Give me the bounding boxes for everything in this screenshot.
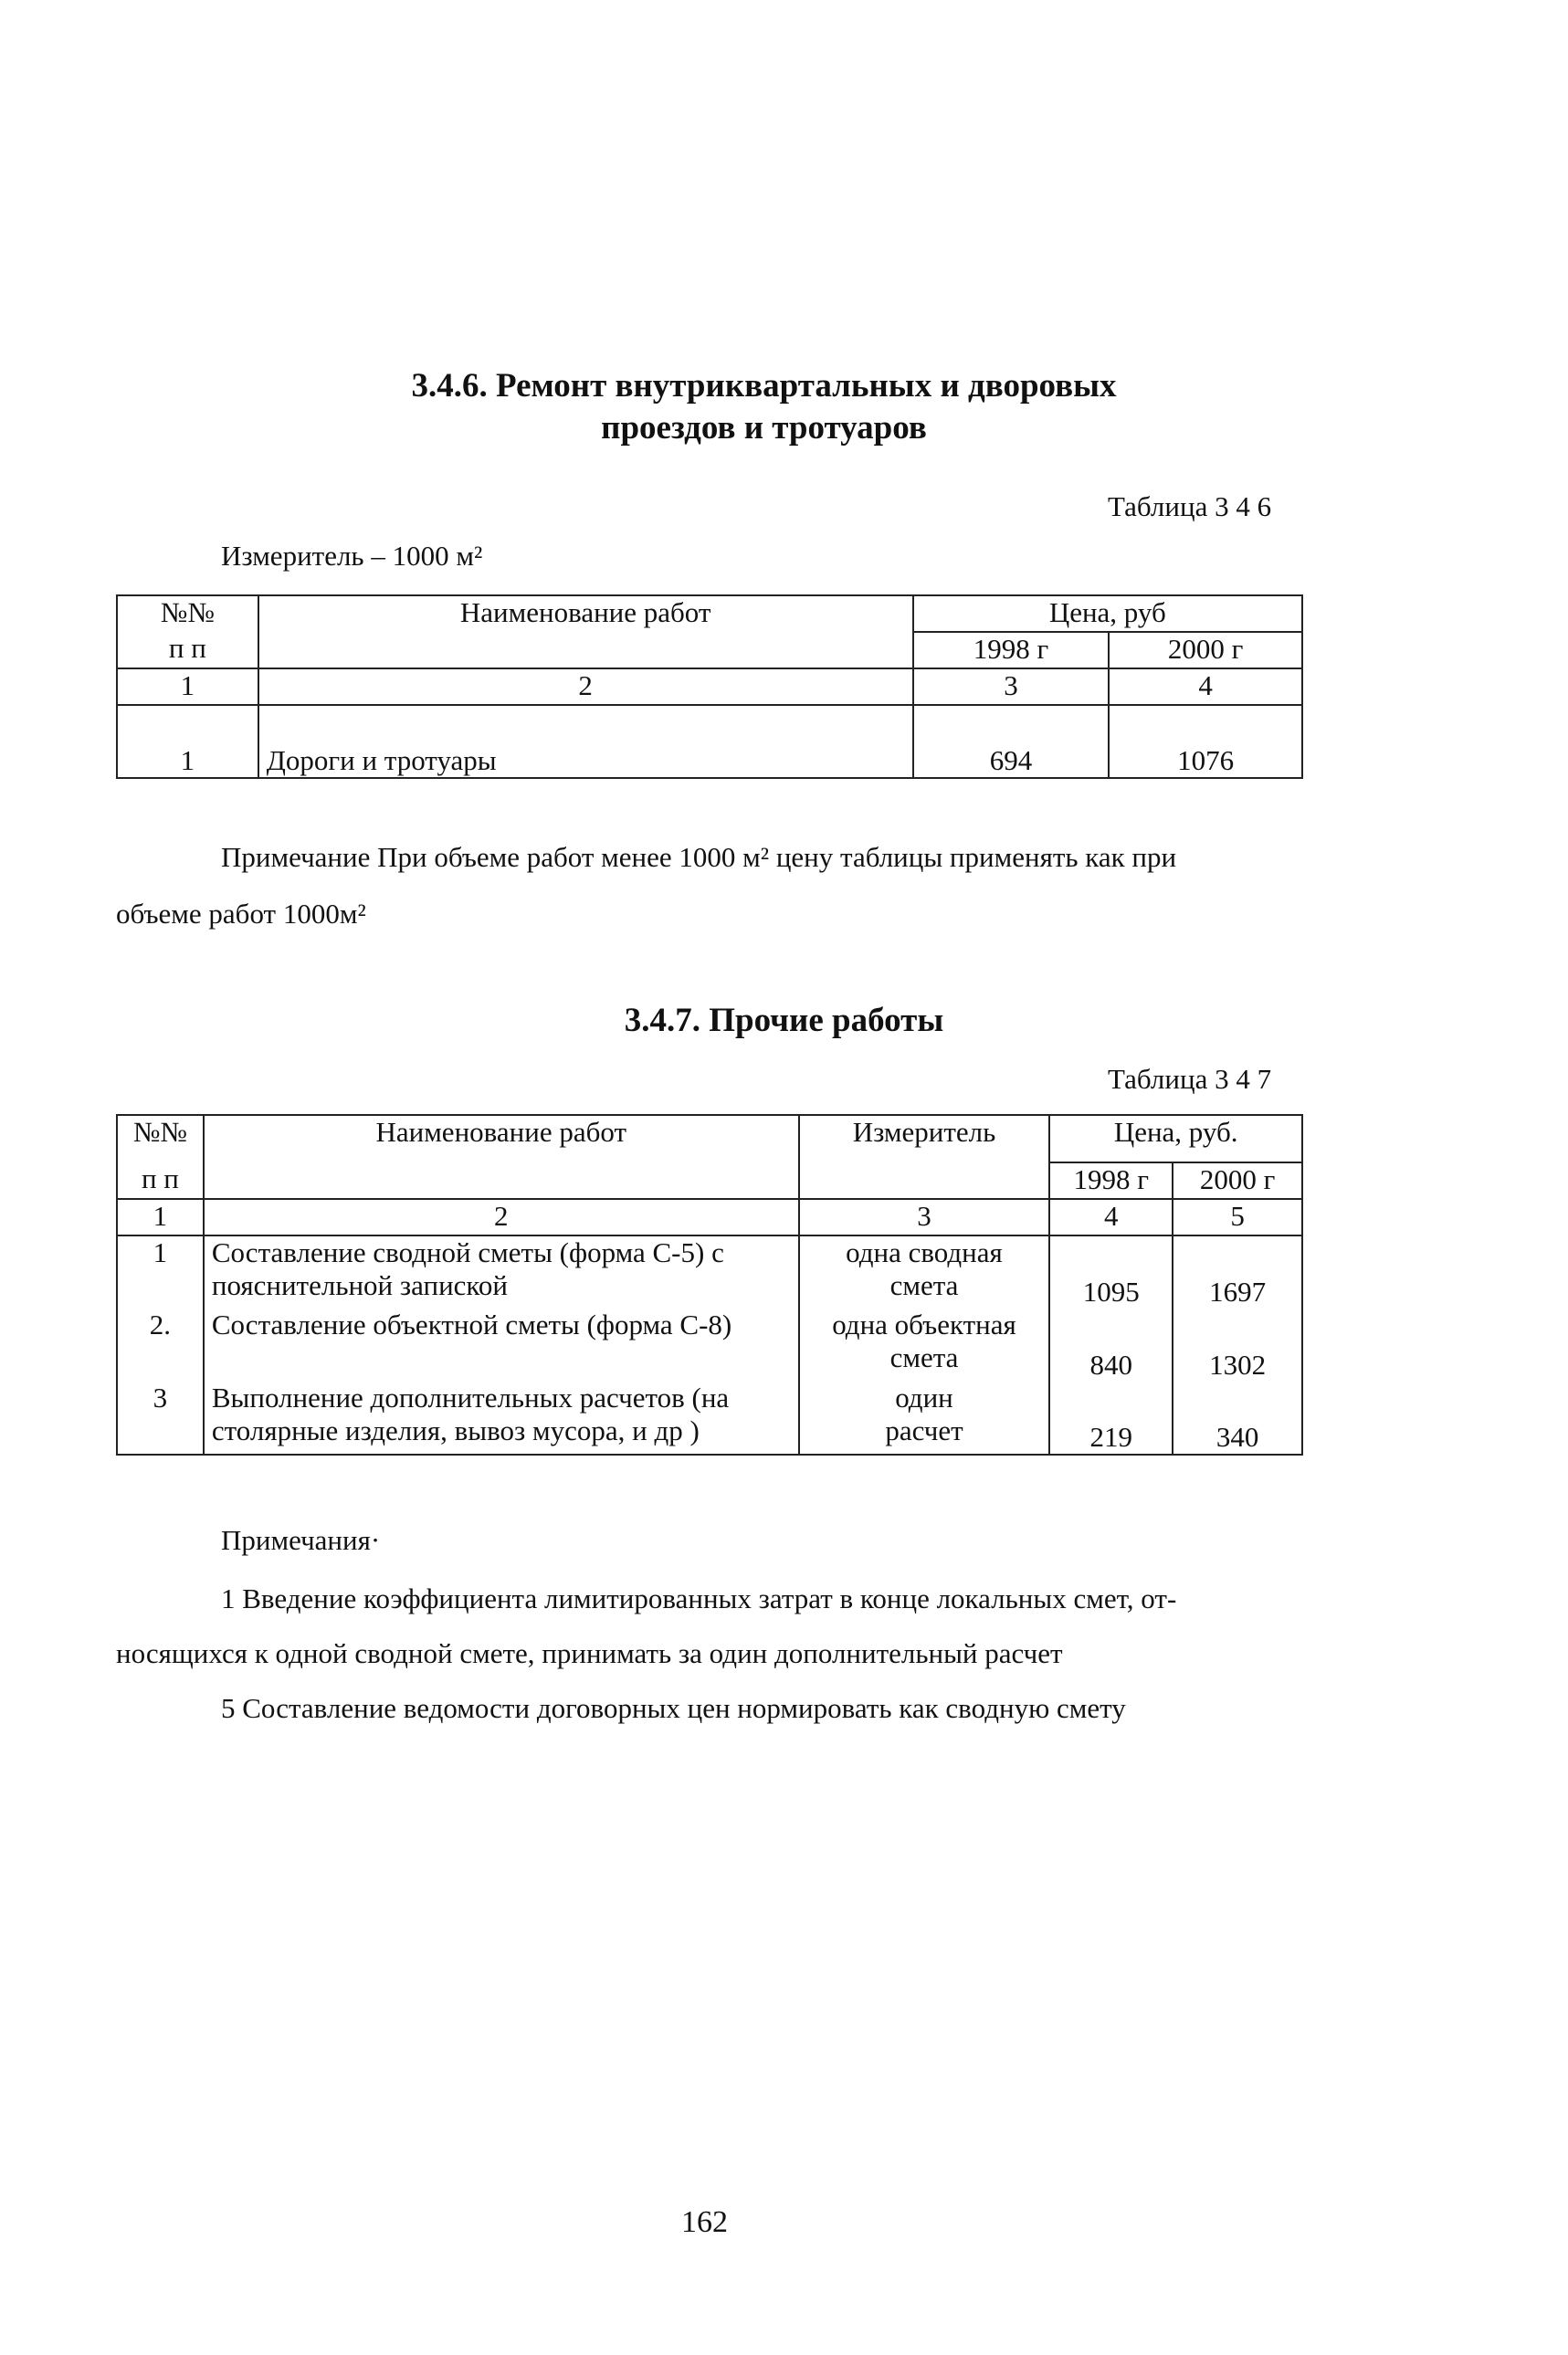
row-price-1998: 1095 [1049,1235,1173,1309]
note1-line1: 1 Введение коэффициента лимитированных затрат в конце локальных смет, от- [221,1582,1177,1614]
header-2000: 2000 г [1173,1162,1302,1199]
note-line2: объеме работ 1000м² [116,898,366,930]
row-name [204,1382,799,1455]
note1-line2: носящихся к одной сводной смете, принимать за один дополнительный расчет [116,1637,1063,1669]
index-cell: 2 [204,1199,799,1235]
header-2000: 2000 г [1109,632,1302,668]
row-unit [799,1235,1050,1309]
row-num: 2. [117,1309,204,1382]
index-cell: 3 [799,1199,1050,1235]
row-unit-line2: смета [889,1341,959,1373]
row-unit-line1: один [895,1382,953,1414]
section-title-line2: проездов и тротуаров [601,409,927,447]
section-title-line1: 3.4.6. Ремонт внутриквартальных и дворовых [411,367,1117,405]
row-unit-line2: расчет [885,1414,963,1446]
row-num: 3 [117,1382,204,1455]
table-row [117,1309,1302,1382]
header-unit-cont [799,1162,1050,1199]
row-name [204,1235,799,1309]
table-caption: Таблица 3 4 7 [1108,1063,1272,1095]
index-cell: 1 [117,1199,204,1235]
row-unit [799,1382,1050,1455]
row-name-line1: Составление объектной сметы (форма С-8) [211,1309,732,1340]
unit-label: Измеритель – 1000 м² [221,540,483,572]
row-name-line1: Выполнение дополнительных расчетов (на [211,1382,730,1414]
row-name [204,1309,799,1382]
header-price: Цена, руб. [1049,1115,1302,1162]
row-price-1998: 840 [1049,1309,1173,1382]
table-row [117,705,1302,778]
header-price: Цена, руб [913,595,1302,632]
table-347 [116,1114,1303,1456]
table-row [117,1235,1302,1309]
header-num-sub: п п [117,632,258,668]
page-number: 162 [681,2205,728,2239]
table-row [117,1382,1302,1455]
row-price-2000: 1302 [1173,1309,1302,1382]
row-name-line2: пояснительной запиской [211,1269,509,1301]
table-caption: Таблица 3 4 6 [1108,490,1272,522]
row-name-line2: столярные изделия, вывоз мусора, и др ) [211,1414,700,1446]
header-name: Наименование работ [258,595,913,632]
index-cell: 3 [913,668,1110,705]
header-name-cont [204,1162,799,1199]
header-name-cont [258,632,913,668]
note2: 5 Составление ведомости договорных цен нормировать как сводную смету [221,1692,1126,1724]
header-name: Наименование работ [204,1115,799,1162]
header-num: №№ [117,1115,204,1162]
section-title-347: 3.4.7. Прочие работы [624,1002,944,1039]
row-price-1998: 219 [1049,1382,1173,1455]
row-unit-line1: одна сводная [846,1236,1003,1268]
note-line1: Примечание При объеме работ менее 1000 м² цену таблицы применять как при [221,841,1177,873]
row-num: 1 [117,705,258,778]
index-cell: 4 [1109,668,1302,705]
row-name: Дороги и тротуары [258,705,913,778]
header-num: №№ [117,595,258,632]
row-price-2000: 1076 [1109,705,1302,778]
row-price-2000: 340 [1173,1382,1302,1455]
header-unit: Измеритель [799,1115,1050,1162]
header-1998: 1998 г [1049,1162,1173,1199]
index-cell: 5 [1173,1199,1302,1235]
row-unit-line2: смета [889,1269,959,1301]
row-unit-line1: одна объектная [832,1309,1016,1340]
header-1998: 1998 г [913,632,1110,668]
table-346 [116,594,1303,779]
header-num-sub: п п [117,1162,204,1199]
row-num: 1 [117,1235,204,1309]
index-cell: 4 [1049,1199,1173,1235]
notes-title: Примечания· [221,1524,381,1556]
index-cell: 2 [258,668,913,705]
row-unit [799,1309,1050,1382]
index-cell: 1 [117,668,258,705]
row-price-2000: 1697 [1173,1235,1302,1309]
row-price-1998: 694 [913,705,1110,778]
row-name-line1: Составление сводной сметы (форма С-5) с [211,1236,724,1268]
